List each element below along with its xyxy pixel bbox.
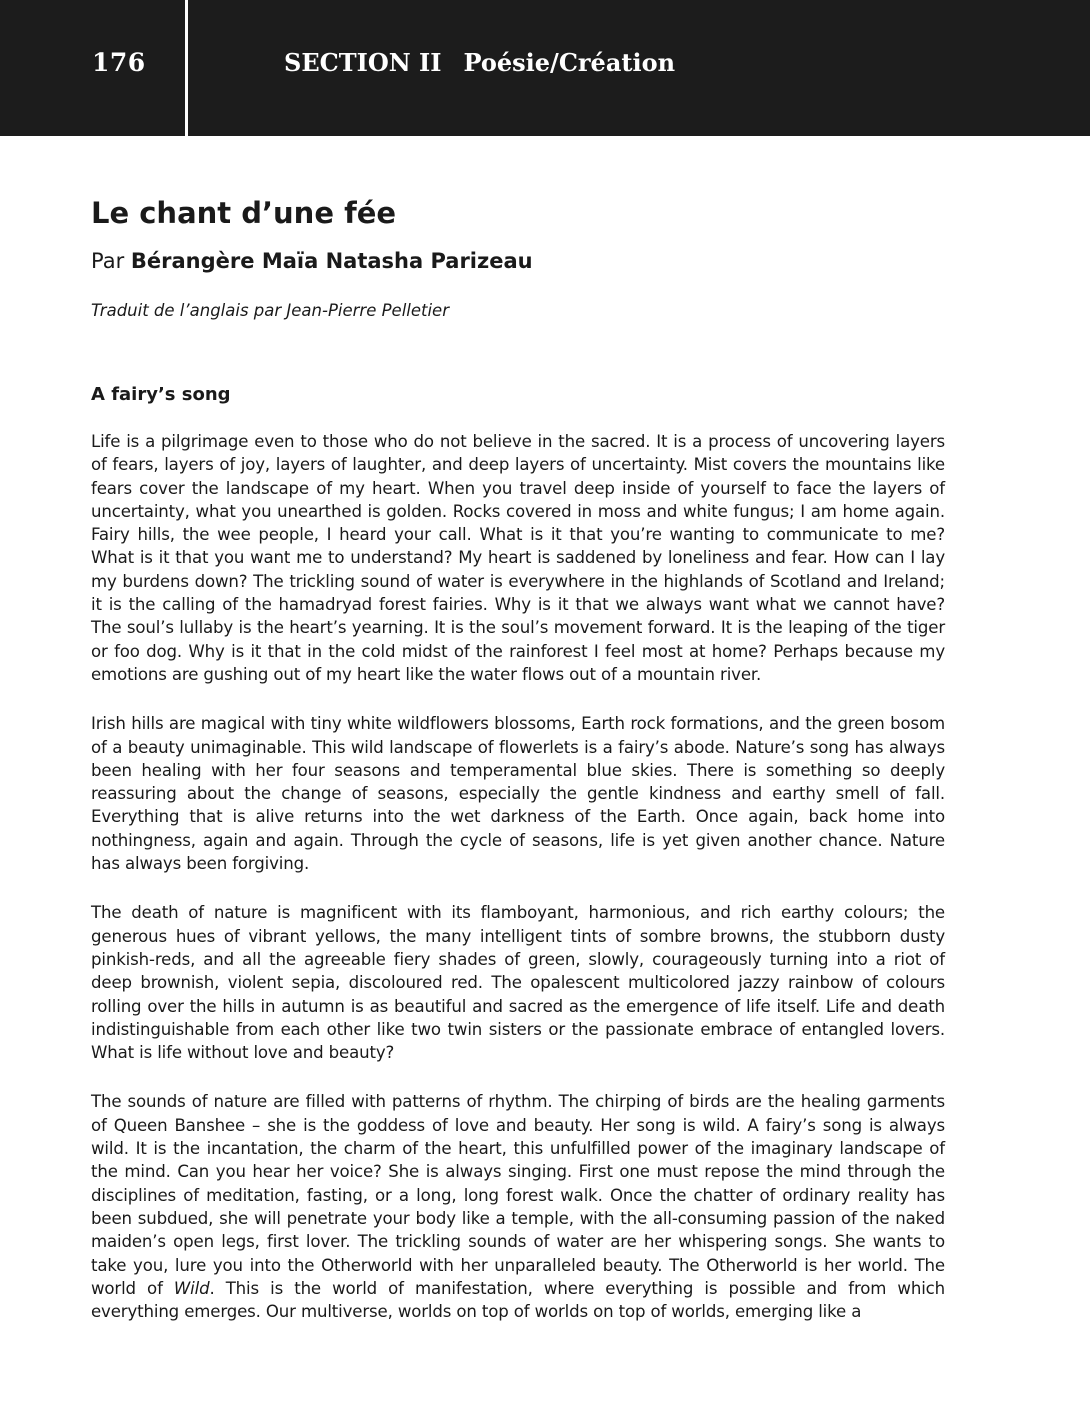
paragraph-text: . This is the world of manifestation, where everything is possible and from which everything emerges. Our multiverse, worlds on top of worlds on top of worlds, emerging like a (91, 1278, 945, 1322)
body-text (91, 430, 945, 1323)
byline (91, 246, 945, 276)
translator-note: Traduit de l’anglais par Jean-Pierre Pelletier (91, 301, 449, 320)
paragraph (91, 1090, 945, 1323)
article-title: Le chant d’une fée (91, 196, 397, 230)
paragraph-text: The sounds of nature are filled with patterns of rhythm. The chirping of birds are the healing garments of Queen Banshee – she is the goddess of love and beauty. Her song is wild. A fairy’s song is always wild. It is the incantation, the charm of the heart, this unfulfilled power of the imaginary landscape of the mind. Can you hear her voice? She is always singing. First one must repose the mind through the disciplines of meditation, fasting, or a long, long forest walk. Once the chatter of ordinary reality has been subdued, she will penetrate your body like a temple, with the all-consuming passion of the naked maiden’s open legs, first lover. The trickling sounds of water are her whispering songs. She wants to take you, lure you into the Otherworld with her unparalleled beauty. The Otherworld is her world. The world of (91, 1092, 945, 1298)
header-divider (185, 0, 188, 136)
paragraph: Irish hills are magical with tiny white wildflowers blossoms, Earth rock formations, and the green bosom of a beauty unimaginable. This wild landscape of flowerlets is a fairy’s abode. Nature’s song has always been healing with her four seasons and temperamental blue skies. There is something so deeply reassuring about the change of seasons, especially the gentle kindness and earthy smell of fall. Everything that is alive returns into the wet darkness of the Earth. Once again, back home into nothingness, again and again. Through the cycle of seasons, life is yet given another chance. Nature has always been forgiving. (91, 714, 945, 874)
poem-title: A fairy’s song (91, 384, 231, 405)
paragraph: The death of nature is magnificent with its flamboyant, harmonious, and rich earthy colours; the generous hues of vibrant yellows, the many intelligent tints of sombre browns, the stubborn dusty pinkish-reds, and all the agreeable fiery shades of green, slowly, courageously turning into a riot of deep brownish, violent sepia, discoloured red. The opalescent multicolored jazzy rainbow of colours rolling over the hills in autumn is as beautiful and sacred as the emergence of life itself. Life and death indistinguishable from each other like two twin sisters or the passionate embrace of entangled lovers. What is life without love and beauty? (91, 903, 945, 1063)
byline-prefix: Par (91, 249, 131, 273)
emphasized-word: Wild (173, 1278, 210, 1298)
paragraph: Life is a pilgrimage even to those who do not believe in the sacred. It is a process of uncovering layers of fears, layers of joy, layers of laughter, and deep layers of uncertainty. Mist covers the mountains like fears cover the landscape of my heart. When you travel deep inside of yourself to face the layers of uncertainty, what you unearthed is golden. Rocks covered in moss and white fungus; I am home again. Fairy hills, the wee people, I heard your call. What is it that you’re wanting to communicate to me? What is it that you want me to understand? My heart is saddened by loneliness and fear. How can I lay my burdens down? The trickling sound of water is everywhere in the highlands of Scotland and Ireland; it is the calling of the hamadryad forest fairies. Why is it that we always want what we cannot have? The soul’s lullaby is the heart’s yearning. It is the soul’s movement forward. It is the leaping of the tiger or foo dog. Why is it that in the cold midst of the rainforest I feel most at home? Perhaps because my emotions are gushing out of my heart like the water flows out of a mountain river. (91, 432, 945, 684)
section-heading (284, 48, 675, 77)
article (91, 192, 945, 1349)
section-name: Poésie/Création (463, 48, 676, 77)
author-name: Bérangère Maïa Natasha Parizeau (130, 249, 533, 273)
section-label: SECTION II (284, 48, 442, 77)
header-band (0, 0, 1090, 136)
page-number: 176 (92, 48, 146, 77)
